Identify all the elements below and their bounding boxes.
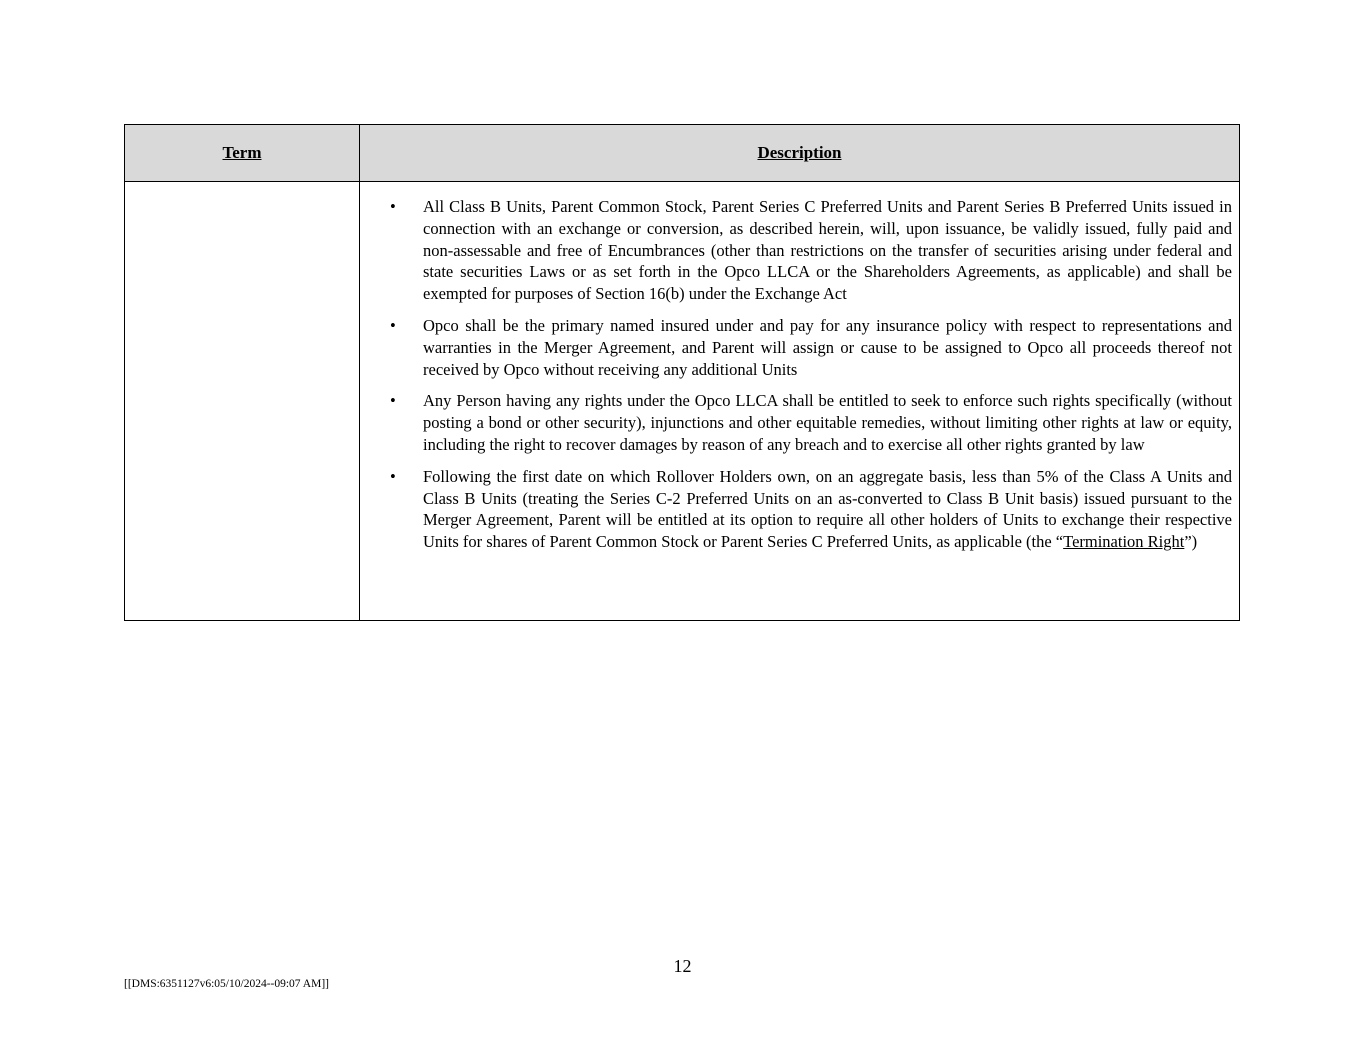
bullet-icon: • (390, 466, 396, 486)
bullet-item-4 (360, 466, 1232, 553)
bullet-text: All Class B Units, Parent Common Stock, Parent Series C Preferred Units and Parent Series B Preferred Units issued in connection with an exchange or conversion, as described herein, will, upon issuance, be validly issued, fully paid and non-assessable and free of Encumbrances (other than restrictions on the transfer of securities arising under federal and state securities Laws or as set forth in the Opco LLCA or the Shareholders Agreements, as applicable) and shall be exempted for purposes of Section 16(b) under the Exchange Act (423, 197, 1232, 304)
bullet-text: Any Person having any rights under the Opco LLCA shall be entitled to seek to enforce such rights specifically (without posting a bond or other security), injunctions and other equitable remedies, without limiting other rights at law or equity, including the right to recover damages by reason of any breach and to exercise all other rights granted by law (423, 391, 1232, 454)
description-cell (360, 182, 1239, 620)
bullet-item-3 (360, 390, 1232, 455)
bullet-icon: • (390, 391, 396, 411)
page-number: 12 (673, 956, 692, 976)
bullet-text: Opco shall be the primary named insured under and pay for any insurance policy with respect to representations and warranties in the Merger Agreement, and Parent will assign or cause to be assigned to Opco all proceeds thereof not received by Opco without receiving any additional Units (423, 315, 1232, 379)
bullet-icon: • (390, 197, 396, 216)
termination-right-defined-term: Termination Right (1063, 532, 1185, 552)
bullet-text-tail: ”) (1184, 532, 1198, 552)
bullet-item-2 (360, 315, 1232, 380)
dms-document-stamp: [[DMS:6351127v6:05/10/2024--09:07 AM]] (124, 978, 329, 990)
description-header-label: Description (757, 143, 842, 162)
term-header-label: Term (222, 143, 262, 162)
description-column-header (360, 125, 1239, 182)
description-bullet-list (360, 196, 1232, 553)
term-description-table (124, 124, 1240, 621)
bullet-item-1 (360, 196, 1232, 305)
bullet-icon: • (390, 315, 396, 335)
term-cell (125, 182, 360, 620)
bullet-text: Following the first date on which Rollover Holders own, on an aggregate basis, less than 5% of the Class A Units and Class B Units (treating the Series C-2 Preferred Units on an as-converted to Class B Unit basis) issued pursuant to the Merger Agreement, Parent will be entitled at its option to require all other holders of Units to exchange their respective Units for shares of Parent Common Stock or Parent Series C Preferred Units, as applicable (the “ (423, 466, 1232, 552)
term-column-header (125, 125, 360, 182)
